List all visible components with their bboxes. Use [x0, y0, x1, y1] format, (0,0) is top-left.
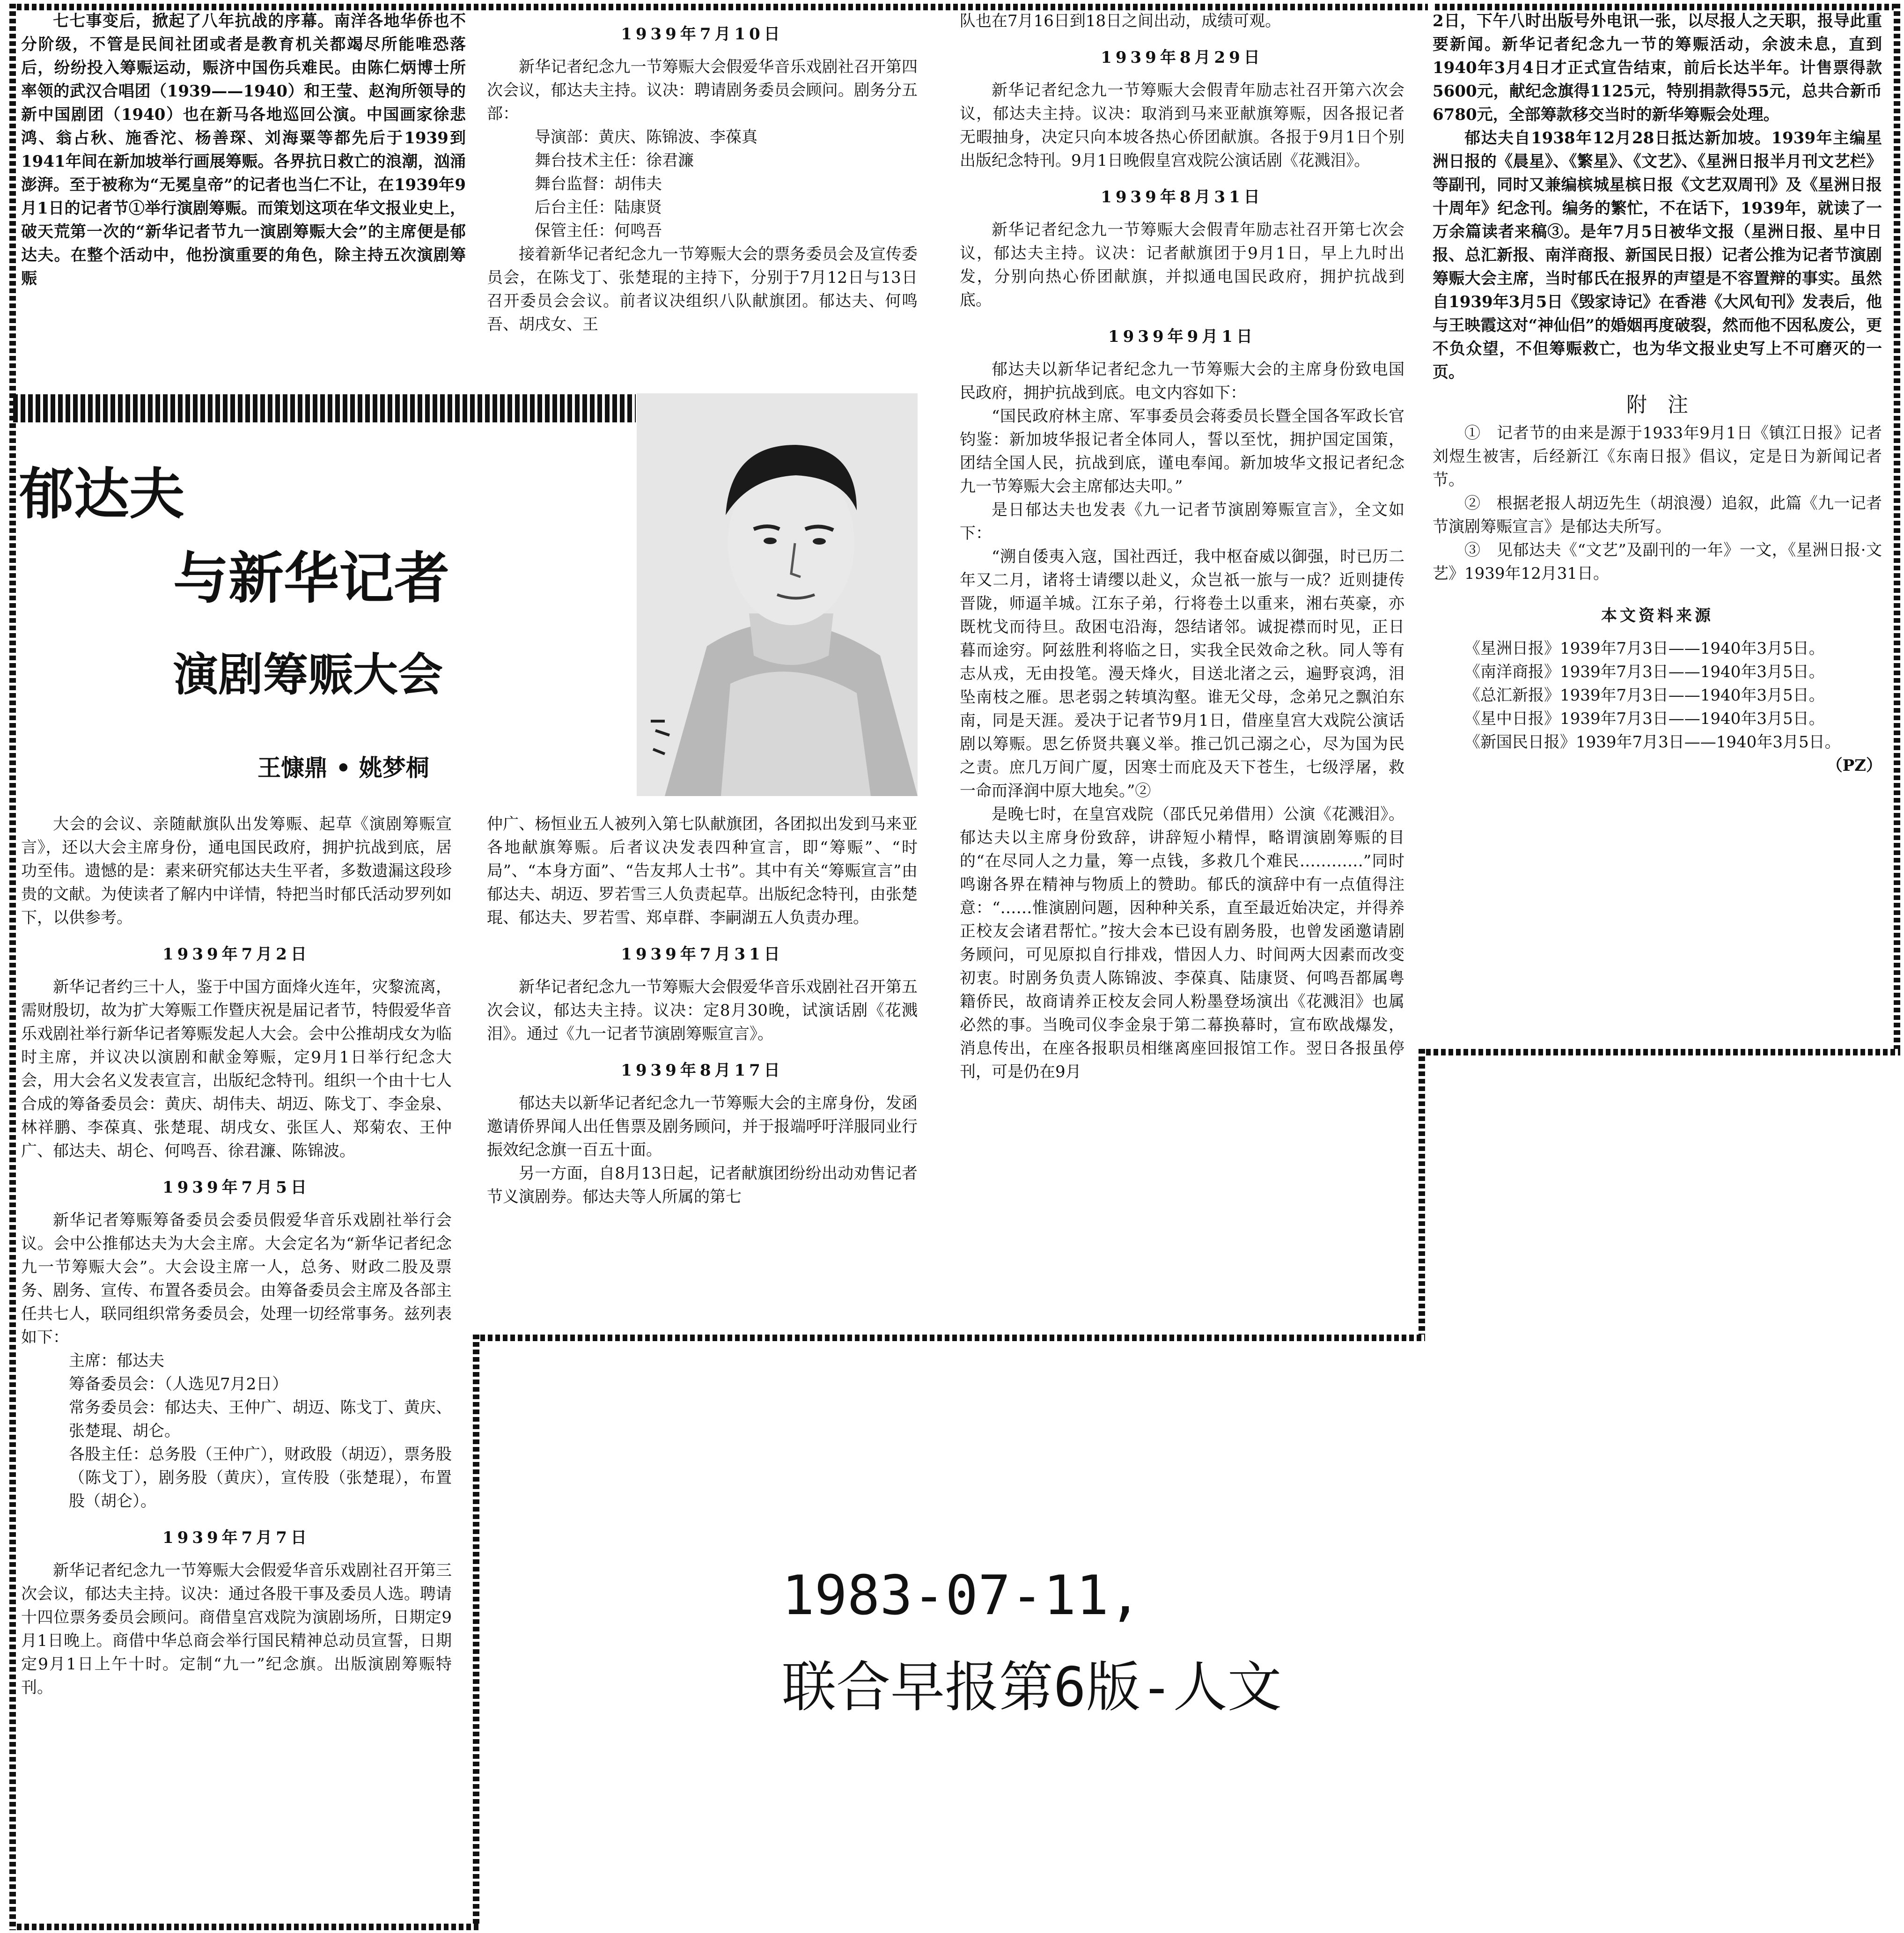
date-heading: 1939年7月2日 [162, 945, 310, 964]
date-heading: 1939年7月31日 [621, 945, 784, 964]
source-stamp: 联合早报第6版-人文 [782, 1656, 1282, 1719]
col4-bottom-border [1419, 1049, 1900, 1055]
col2-bottom: 仲广、杨恒业五人被列入第七队献旗团，各团拟出发到马来亚各地献旗筹赈。后者议决发表四种宣言，即“筹赈”、“时局”、“本身方面”、“告友邦人士书”。其中有关“筹赈宣言”由郁达夫、胡迈、罗若雪三人负责起草。出版纪念特刊，由张楚琨、郁达夫、罗若雪、郑卓群、李嗣湖五人负责办理。 1939年7月31日 新华记者纪念九一节筹赈大会假爱华音乐戏剧社召开第五次会议，郁达夫主持。议决：定8月30晚，试演话剧《花溅泪》。通过《九一记者节演剧筹赈宣言》。 1939年8月17日 郁达夫以新华记者纪念九一节筹赈大会的主席身份，发函邀请侨界闻人出任售票及剧务顾问，并于报端呼吁洋服同业行振效纪念旗一百五十面。 另一方面，自8月13日起，记者献旗团纷纷出动劝售记者节义演剧券。郁达夫等人所属的第七 [487, 815, 918, 1206]
title-band [13, 394, 636, 422]
col4: 2日，下午八时出版号外电讯一张，以尽报人之天职，报导此重要新闻。新华记者纪念九一节的筹赈活动，余波未息，直到1940年3月4日才正式宣告结束，前后长达半年。计售票得款5600元，献纪念旗得1125元，特别捐款得55元，总共合新币6780元，全部筹款移交当时的新华筹赈会处理。 郁达夫自1938年12月28日抵达新加坡。1939年主编星洲日报的《晨星》、《繁星》、《文艺》、《星洲日报半月刊文艺栏》等副刊，同时又兼编槟城星槟日报《文艺双周刊》及《星洲日报十周年》纪念刊。编务的繁忙，不在话下，1939年，就读了一万余篇读者来稿③。是年7月5日被华文报（星洲日报、星中日报、总汇新报、南洋商报、新国民日报）记者公推为记者节演剧筹赈大会主席，当时郁氏在报界的声望是不容置辩的事实。虽然自1939年3月5日《毁家诗记》在香港《大风旬刊》发表后，他与王映霞这对“神仙侣”的婚姻再度破裂，然而他不因私废公，更不负众望，不但筹赈救亡，也为华文报业史写上不可磨灭的一页。 附 注 ① 记者节的由来是源于1933年9月1日《镇江日报》记者刘煜生被害，后经新江《东南日报》倡议，定是日为新闻记者节。 ② 根据老报人胡迈先生（胡浪漫）追叙，此篇《九一记者节演剧筹赈宣言》是郁达夫所写。 ③ 见郁达夫《“文艺”及副刊的一年》一文，《星洲日报·文艺》1939年12月31日。 本文资料来源 《星洲日报》1939年7月3日——1940年3月5日。 《南洋商报》1939年7月3日——1940年3月5日。 《总汇新报》1939年7月3日——1940年3月5日。 《星中日报》1939年7月3日——1940年3月5日。 《新国民日报》1939年7月3日——1940年3月5日。 （PZ） [1433, 9, 1882, 777]
authors: 王慷鼎 • 姚梦桐 [257, 754, 429, 782]
portrait-photo [637, 393, 918, 796]
sources-title: 本文资料来源 [1601, 606, 1713, 625]
col1-top-text: 七七事变后，掀起了八年抗战的序幕。南洋各地华侨也不分阶级，不管是民间社团或者是教育机关都竭尽所能唯恐落后，纷纷投入筹赈运动，赈济中国伤兵难民。由陈仁炳博士所率领的武汉合唱团（1939——1940）和王莹、赵洵所领导的新中国剧团（1940）也在新马各地巡回公演。中国画家徐悲鸿、翁占秋、施香沱、杨善琛、刘海粟等都先后于1939到1941年间在新加坡举行画展筹赈。各界抗日救亡的浪潮，汹涌澎湃。至于被称为“无冕皇帝”的记者也当仁不让，在1939年9月1日的记者节①举行演剧筹赈。而策划这项在华文报业史上，破天荒第一次的“新华记者节九一演剧筹赈大会”的主席便是郁达夫。在整个活动中，他扮演重要的角色，除主持五次演剧筹赈 [21, 12, 466, 288]
col2-top: 1939年7月10日 新华记者纪念九一节筹赈大会假爱华音乐戏剧社召开第四次会议，郁达夫主持。议决：聘请剧务委员会顾问。剧务分五部： 导演部：黄庆、陈锦波、李葆真 舞台技术主任：徐君濂 舞台监督：胡伟夫 后台主任：陆康贤 保管主任：何鸣吾 接着新华记者纪念九一节筹赈大会的票务委员会及宣传委员会，在陈戈丁、张楚琨的主持下，分别于7月12日与13日召开委员会会议。前者议决组织八队献旗团。郁达夫、何鸣吾、胡戌女、王 [487, 9, 918, 336]
col1-right-border [473, 1335, 479, 1927]
date-heading: 1939年8月29日 [1101, 48, 1264, 67]
bottom-border [9, 1924, 479, 1930]
date-heading: 1939年7月10日 [621, 25, 784, 44]
left-border [9, 4, 16, 1930]
col1-bottom: 大会的会议、亲随献旗队出发筹赈、起草《演剧筹赈宣言》，还以大会主席身份，通电国民政府，拥护抗战到底，居功至伟。遗憾的是：素来研究郁达夫生平者，多数遗漏这段珍贵的文献。为使读者了解内中详情，特把当时郁氏活动罗列如下，以供参考。 1939年7月2日 新华记者约三十人，鉴于中国方面烽火连年，灾黎流离，需财殷切，故为扩大筹赈工作暨庆祝是届记者节，特假爱华音乐戏剧社举行新华记者筹赈发起人大会。会中公推胡戌女为临时主席，并议决以演剧和献金筹赈，定9月1日举行纪念大会，用大会名义发表宣言，出版纪念特刊。组织一个由十七人合成的筹备委员会：黄庆、胡伟夫、胡迈、陈戈丁、李金泉、林祥鹏、李葆真、张楚琨、胡戌女、张匡人、郑菊农、王仲广、郁达夫、胡仑、何鸣吾、徐君濂、陈锦波。 1939年7月5日 新华记者筹赈筹备委员会委员假爱华音乐戏剧社举行会议。会中公推郁达夫为大会主席。大会定名为“新华记者纪念九一节筹赈大会”。大会设主席一人，总务、财政二股及票务、剧务、宣传、布置各委员会。由筹备委员会主席及各部主任共七人，联同组织常务委员会，处理一切经常事务。兹列表如下： 主席：郁达夫 筹备委员会：（人选见7月2日） 常务委员会：郁达夫、王仲广、胡迈、陈戈丁、黄庆、张楚琨、胡仑。 各股主任：总务股（王仲广），财政股（胡迈），票务股（陈戈丁），剧务股（黄庆），宣传股（张楚琨），布置股（胡仑）。 1939年7月7日 新华记者纪念九一节筹赈大会假爱华音乐戏剧社召开第三次会议，郁达夫主持。议决：通过各股干事及委员人选。聘请十四位票务委员会顾问。商借皇宫戏院为演剧场所，日期定9月1日晚上。商借中华总商会举行国民精神总动员宣誓，日期定9月1日上午十时。定制“九一”纪念旗。出版演剧筹赈特刊。 [21, 815, 452, 1697]
date-heading: 1939年8月17日 [621, 1061, 784, 1080]
date-stamp: 1983-07-11, [782, 1564, 1142, 1627]
signature: （PZ） [1826, 756, 1882, 775]
notes-title: 附 注 [1626, 393, 1688, 417]
col3-right-border [1419, 1049, 1425, 1339]
col23-bottom-border [473, 1335, 1425, 1341]
date-heading: 1939年8月31日 [1101, 188, 1264, 207]
right-border [1894, 4, 1900, 1053]
date-heading: 1939年9月1日 [1108, 327, 1256, 346]
date-heading: 1939年7月7日 [162, 1528, 310, 1547]
portrait-figure [637, 393, 918, 796]
col3: 队也在7月16日到18日之间出动，成绩可观。 1939年8月29日 新华记者纪念九一节筹赈大会假青年励志社召开第六次会议，郁达夫主持。议决：取消到马来亚献旗筹赈，因各报记者无暇抽身，决定只向本坡各热心侨团献旗。各报于9月1日个别出版纪念特刊。9月1日晚假皇宫戏院公演话剧《花溅泪》。 1939年8月31日 新华记者纪念九一节筹赈大会假青年励志社召开第七次会议，郁达夫主持。议决：记者献旗团于9月1日，早上九时出发，分别向热心侨团献旗，并拟通电国民政府，拥护抗战到底。 1939年9月1日 郁达夫以新华记者纪念九一节筹赈大会的主席身份致电国民政府，拥护抗战到底。电文内容如下： “国民政府林主席、军事委员会蒋委员长暨全国各军政长官钧鉴：新加坡华报记者全体同人，誓以至忱，拥护国定国策，团结全国人民，抗战到底，谨电奉闻。新加坡华文报记者纪念九一节筹赈大会主席郁达夫叩。” 是日郁达夫也发表《九一记者节演剧筹赈宣言》，全文如下： “溯自倭夷入寇，国社西迁，我中枢奋威以御强，时已历二年又二月，诸将士请缨以赴义，众岂祇一旅与一成？近则捷传晋陇，师逼羊城。江东子弟，行将卷土以重来，湘右英豪，亦既枕戈而待旦。敌困屯沿海，怨结诸邻。诚捉襟而时见，正日暮而途穷。阿兹胜利将临之日，实我全民效命之秋。同人等有志从戎，无由投笔。漫天烽火，目送北渚之云，遍野哀鸿，泪坠南枝之雁。思老弱之转填沟壑。谁无父母，念弟兄之飘泊东南，同是天涯。爰决于记者节9月1日，借座皇宫大戏院公演话剧以筹赈。思乞侨贤共襄义举。推己饥己溺之心，尽为国为民之责。庶几万间广厦，因寒士而庇及天下苍生，七级浮屠，救一命而泽润中原大地矣。”② 是晚七时，在皇宫戏院（邵氏兄弟借用）公演《花溅泪》。郁达夫以主席身份致辞，讲辞短小精悍，略谓演剧筹赈的目的“在尽同人之力量，筹一点钱，多救几个难民…………”同时鸣谢各界在精神与物质上的赞助。郁氏的演辞中有一点值得注意：“……惟演剧问题，因种种关系，直至最近始决定，并得养正校友会诸君帮忙。”按大会本已设有剧务股，也曾发函邀请剧务顾问，可见原拟自行排戏，惜因人力、时间两大因素而改变初衷。时剧务负责人陈锦波、李葆真、陆康贤、何鸣吾都属粤籍侨民，故商请养正校友会同人粉墨登场演出《花溅泪》也属必然的事。当晚司仪李金泉于第二幕换幕时，宣布欧战爆发，消息传出，在座各报职员相继离座回报馆工作。翌日各报虽停刊，可是仍在9月 [960, 12, 1404, 1081]
title-line-1: 郁达夫 [19, 462, 185, 526]
title-line-2: 与新华记者 [173, 546, 450, 611]
date-heading: 1939年7月5日 [162, 1178, 310, 1197]
title-line-3: 演剧筹赈大会 [173, 649, 443, 701]
